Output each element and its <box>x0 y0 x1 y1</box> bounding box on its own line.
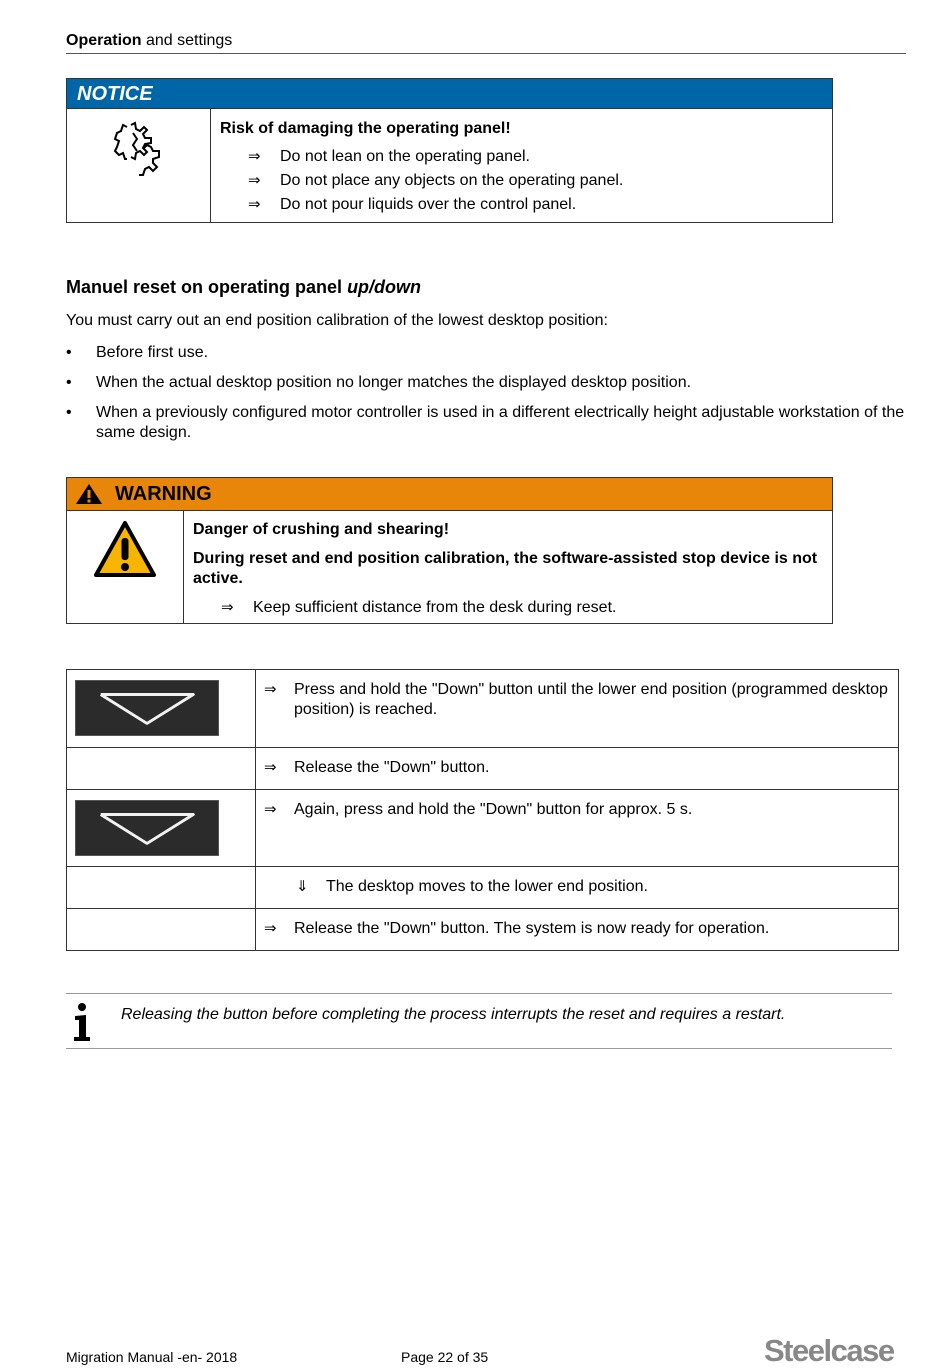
warning-icon-cell <box>67 511 184 623</box>
step-result <box>264 877 888 897</box>
footer-document-title: Migration Manual -en- 2018 <box>66 1349 238 1365</box>
step-image-cell <box>67 909 256 951</box>
bullet-glyph: • <box>66 374 72 391</box>
notice-item-text: Do not pour liquids over the control panel. <box>280 196 577 213</box>
step-image-cell <box>67 790 256 867</box>
bullet-list <box>66 343 911 453</box>
warning-title: Danger of crushing and shearing! <box>193 521 450 538</box>
warning-label: WARNING <box>115 483 212 505</box>
table-row <box>67 909 899 951</box>
notice-item <box>220 169 824 193</box>
arrow-glyph: ⇒ <box>264 759 277 776</box>
arrow-glyph: ⇒ <box>264 920 277 937</box>
arrow-glyph: ⇒ <box>248 196 261 213</box>
warning-list <box>193 596 824 620</box>
down-button-image <box>75 800 219 856</box>
step <box>264 800 888 820</box>
header-section-bold: Operation <box>66 32 142 49</box>
result-arrow-glyph: ⇓ <box>296 878 309 895</box>
bullet-glyph: • <box>66 344 72 361</box>
notice-title: Risk of damaging the operating panel! <box>220 120 511 137</box>
warning-box <box>66 477 833 624</box>
step-image-cell <box>67 867 256 909</box>
step <box>264 680 888 720</box>
list-item-text: Before first use. <box>96 344 209 361</box>
arrow-glyph: ⇒ <box>264 801 277 818</box>
step <box>264 758 888 778</box>
warning-content <box>193 520 824 620</box>
step-image-cell <box>67 748 256 790</box>
step-image-cell <box>67 670 256 748</box>
section-heading <box>66 276 421 298</box>
bullet-glyph: • <box>66 404 72 421</box>
step-text: Release the "Down" button. <box>294 759 490 776</box>
table-row <box>67 867 899 909</box>
list-item <box>66 343 911 363</box>
arrow-glyph: ⇒ <box>248 148 261 165</box>
steelcase-logo: Steelcase <box>764 1333 894 1368</box>
step-text-cell <box>256 790 899 867</box>
step-text: Again, press and hold the "Down" button for approx. 5 s. <box>294 801 693 818</box>
notice-item <box>220 145 824 169</box>
notice-icon-cell <box>67 109 211 222</box>
warning-bar <box>67 478 832 511</box>
step-text: Press and hold the "Down" button until the lower end position (programmed desktop position) is reached. <box>294 681 888 718</box>
notice-box <box>66 78 833 223</box>
table-row <box>67 748 899 790</box>
gear-damage-icon <box>113 119 165 181</box>
step <box>264 919 888 939</box>
step-text-cell <box>256 867 899 909</box>
warning-triangle-icon <box>93 520 157 578</box>
step-text-cell <box>256 909 899 951</box>
notice-label: NOTICE <box>67 79 832 109</box>
info-icon <box>72 1002 92 1042</box>
notice-list <box>220 145 824 217</box>
list-item <box>66 403 911 443</box>
notice-item-text: Do not lean on the operating panel. <box>280 148 530 165</box>
list-item-text: When the actual desktop position no longer matches the displayed desktop position. <box>96 374 692 391</box>
warning-item <box>193 596 824 620</box>
section-heading-italic: up/down <box>347 277 422 297</box>
steps-table <box>66 669 899 951</box>
section-heading-text: Manuel reset on operating panel <box>66 277 348 297</box>
footer-page-number: Page 22 of 35 <box>401 1349 489 1365</box>
list-item-text: When a previously configured motor controller is used in a different electrically height adjustable workstation of the same design. <box>96 404 905 441</box>
down-button-image <box>75 680 219 736</box>
warning-item-text: Keep sufficient distance from the desk during reset. <box>253 599 617 616</box>
arrow-glyph: ⇒ <box>264 681 277 698</box>
warning-text: During reset and end position calibration, the software-assisted stop device is not active. <box>193 550 818 587</box>
step-text-cell <box>256 670 899 748</box>
page-header <box>66 32 906 54</box>
warning-small-icon <box>75 482 103 506</box>
table-row <box>67 790 899 867</box>
notice-content <box>220 119 824 217</box>
arrow-glyph: ⇒ <box>248 172 261 189</box>
info-note <box>66 993 892 1049</box>
step-text: Release the "Down" button. The system is now ready for operation. <box>294 920 770 937</box>
info-text: Releasing the button before completing the process interrupts the reset and requires a restart. <box>121 1006 786 1023</box>
notice-item-text: Do not place any objects on the operating panel. <box>280 172 624 189</box>
list-item <box>66 373 911 393</box>
arrow-glyph: ⇒ <box>221 599 234 616</box>
section-intro: You must carry out an end position calibration of the lowest desktop position: <box>66 312 608 329</box>
step-text: The desktop moves to the lower end position. <box>326 878 648 895</box>
header-section-rest: and settings <box>141 32 233 49</box>
table-row <box>67 670 899 748</box>
notice-item <box>220 193 824 217</box>
step-text-cell <box>256 748 899 790</box>
